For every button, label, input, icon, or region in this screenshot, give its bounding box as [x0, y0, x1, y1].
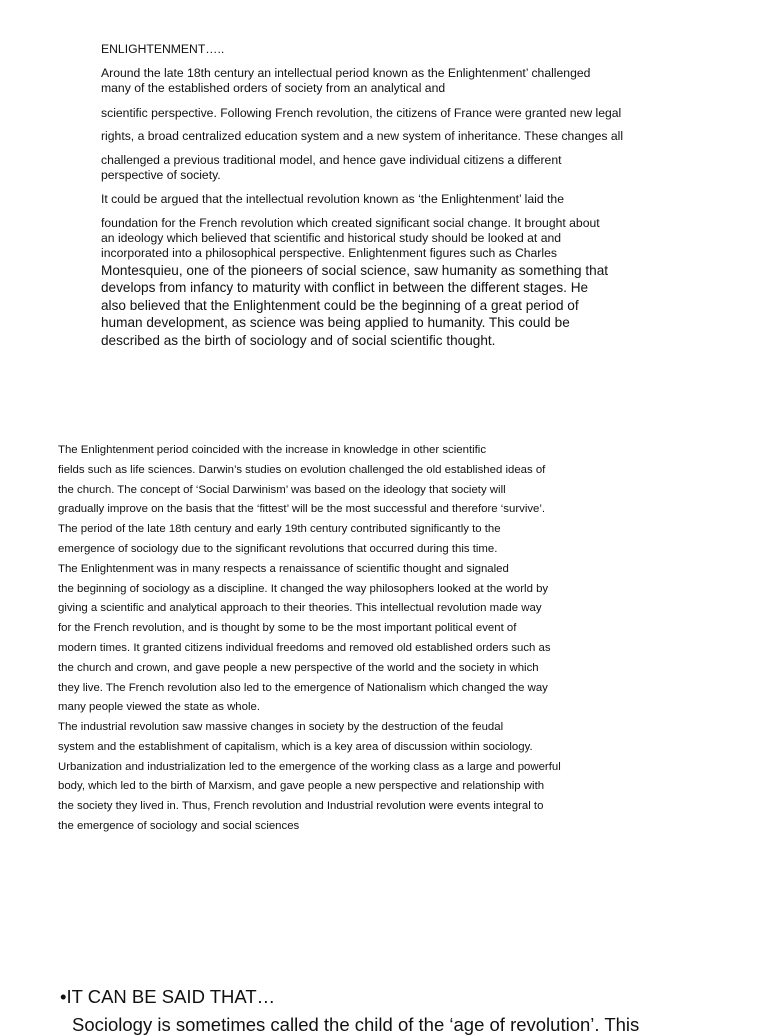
text-line: gradually improve on the basis that the ‘fittest’ will be the most successful and therefore ‘survive’. — [58, 503, 546, 515]
text-line: The industrial revolution saw massive changes in society by the destruction of the feudal — [58, 721, 504, 733]
text-line: The Enlightenment was in many respects a renaissance of scientific thought and signaled — [58, 563, 509, 575]
text-line: system and the establishment of capitalism, which is a key area of discussion within sociology. — [58, 741, 533, 753]
text-line: the emergence of sociology and social sciences — [58, 820, 300, 832]
text-line: fields such as life sciences. Darwin’s studies on evolution challenged the old established ideas of — [58, 464, 546, 476]
text-line: they live. The French revolution also led to the emergence of Nationalism which changed the way — [58, 682, 548, 694]
text-line: foundation for the French revolution which created significant social change. It brought about — [101, 216, 600, 230]
text-line: Around the late 18th century an intellectual period known as the Enlightenment’ challenged — [101, 66, 591, 80]
bullet-heading-text: IT CAN BE SAID THAT… — [66, 986, 276, 1007]
text-line: body, which led to the birth of Marxism, and gave people a new perspective and relationship with — [58, 780, 545, 792]
text-line: an ideology which believed that scientific and historical study should be looked at and — [101, 231, 562, 245]
text-line: perspective of society. — [101, 168, 221, 182]
text-line: also believed that the Enlightenment could be the beginning of a great period of — [101, 298, 579, 313]
text-line: modern times. It granted citizens individual freedoms and removed old established orders such as — [58, 642, 551, 654]
text-line: emergence of sociology due to the significant revolutions that occurred during this time. — [58, 543, 498, 555]
text-line: many people viewed the state as whole. — [58, 701, 260, 713]
text-line: rights, a broad centralized education system and a new system of inheritance. These changes all — [101, 129, 624, 143]
text-line: scientific perspective. Following French revolution, the citizens of France were granted new legal — [101, 106, 622, 120]
text-line: human development, as science was being applied to humanity. This could be — [101, 315, 570, 330]
text-line: for the French revolution, and is thought by some to be the most important political event of — [58, 622, 517, 634]
text-line: It could be argued that the intellectual revolution known as ‘the Enlightenment’ laid the — [101, 192, 564, 206]
text-line: incorporated into a philosophical perspective. Enlightenment figures such as Charles — [101, 246, 557, 260]
text-line: described as the birth of sociology and of social scientific thought. — [101, 333, 496, 348]
text-line: The Enlightenment period coincided with the increase in knowledge in other scientific — [58, 444, 487, 456]
text-line: The period of the late 18th century and early 19th century contributed significantly to the — [58, 523, 501, 535]
bullet-next-line: Sociology is sometimes called the child of the ‘age of revolution’. This — [72, 1014, 640, 1035]
text-line: the beginning of sociology as a discipline. It changed the way philosophers looked at the world by — [58, 583, 549, 595]
text-line: the society they lived in. Thus, French revolution and Industrial revolution were events integral to — [58, 800, 544, 812]
text-line: many of the established orders of society from an analytical and — [101, 81, 446, 95]
text-line: develops from infancy to maturity with conflict in between the different stages. He — [101, 280, 589, 295]
bullet-heading — [60, 986, 275, 1008]
document-title: ENLIGHTENMENT….. — [101, 42, 225, 56]
text-line: the church and crown, and gave people a new perspective of the world and the society in which — [58, 662, 539, 674]
text-line: challenged a previous traditional model, and hence gave individual citizens a different — [101, 153, 562, 167]
text-line: giving a scientific and analytical approach to their theories. This intellectual revolution made way — [58, 602, 542, 614]
text-line: the church. The concept of ‘Social Darwinism’ was based on the ideology that society will — [58, 484, 506, 496]
text-line: Montesquieu, one of the pioneers of social science, saw humanity as something that — [101, 263, 609, 278]
bullet-marker: • — [60, 986, 67, 1007]
text-line: Urbanization and industrialization led to the emergence of the working class as a large and powerful — [58, 761, 561, 773]
